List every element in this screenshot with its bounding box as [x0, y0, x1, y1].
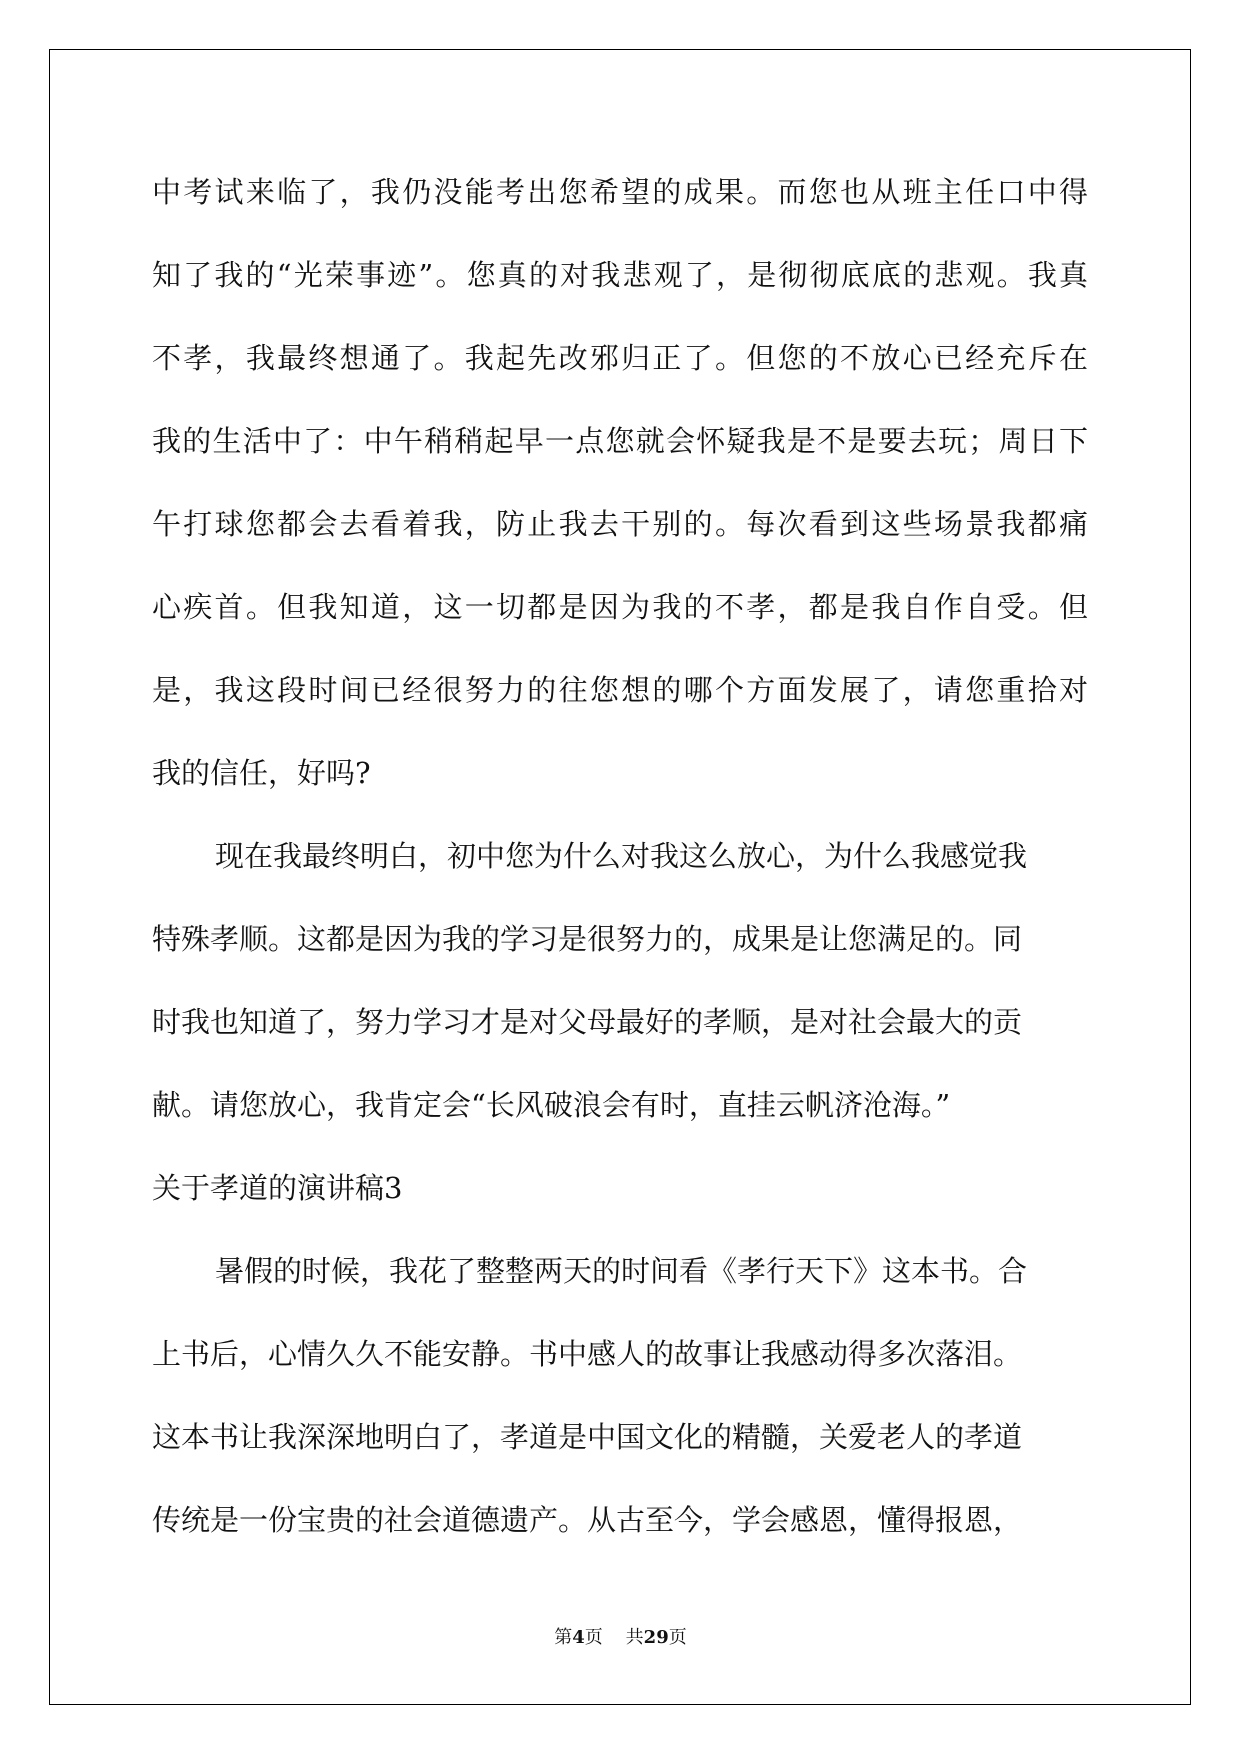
- text-line: 献。请您放心，我肯定会“长风破浪会有时，直挂云帆济沧海。”: [152, 1088, 951, 1122]
- text-line: 我的生活中了：中午稍稍起早一点您就会怀疑我是不是要去玩；周日下: [152, 424, 1088, 458]
- text-line: 我的信任，好吗?: [152, 756, 371, 790]
- text-line: 时我也知道了，努力学习才是对父母最好的孝顺，是对社会最大的贡: [152, 1005, 1023, 1039]
- page-footer: [0, 1623, 1241, 1649]
- text-line: 是，我这段时间已经很努力的往您想的哪个方面发展了，请您重拾对: [152, 673, 1088, 707]
- footer-total-prefix: 共: [625, 1627, 644, 1648]
- footer-prefix: 第: [554, 1627, 573, 1648]
- footer-page-unit: 页: [584, 1627, 603, 1648]
- text-line: 午打球您都会去看着我，防止我去干别的。每次看到这些场景我都痛: [152, 507, 1088, 541]
- text-line: 不孝，我最终想通了。我起先改邪归正了。但您的不放心已经充斥在: [152, 341, 1088, 375]
- total-page-count: 29: [643, 1627, 669, 1648]
- text-line: 中考试来临了，我仍没能考出您希望的成果。而您也从班主任口中得: [152, 175, 1088, 209]
- paragraph-first-line: 现在我最终明白，初中您为什么对我这么放心，为什么我感觉我: [215, 839, 1028, 873]
- text-line: 知了我的“光荣事迹”。您真的对我悲观了，是彻彻底底的悲观。我真: [152, 258, 1088, 292]
- text-line: 传统是一份宝贵的社会道德遗产。从古至今，学会感恩，懂得报恩，: [152, 1503, 1023, 1537]
- text-line: 心疾首。但我知道，这一切都是因为我的不孝，都是我自作自受。但: [152, 590, 1088, 624]
- current-page-number: 4: [572, 1627, 585, 1648]
- text-line: 这本书让我深深地明白了，孝道是中国文化的精髓，关爱老人的孝道: [152, 1420, 1023, 1454]
- text-line: 上书后，心情久久不能安静。书中感人的故事让我感动得多次落泪。: [152, 1337, 1023, 1371]
- footer-total-unit: 页: [668, 1627, 687, 1648]
- section-heading: 关于孝道的演讲稿3: [152, 1171, 403, 1205]
- text-line: 特殊孝顺。这都是因为我的学习是很努力的，成果是让您满足的。同: [152, 922, 1023, 956]
- paragraph-first-line: 暑假的时候，我花了整整两天的时间看《孝行天下》这本书。合: [215, 1254, 1028, 1288]
